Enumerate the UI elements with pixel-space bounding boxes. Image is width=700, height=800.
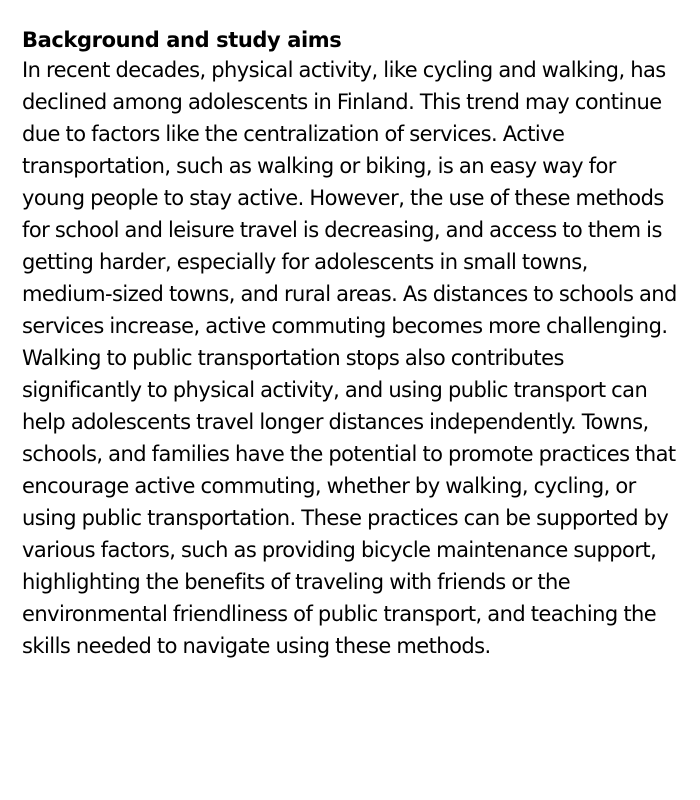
section-paragraph: In recent decades, physical activity, like cycling and walking, has declined among adolescents in Finland. This trend may continue due to factors like the centralization of services. Active transportation, such as walking or biking, is an easy way for young people to stay active. However, the use of these methods for school and leisure travel is decreasing, and access to them is getting harder, especially for adolescents in small towns, medium-sized towns, and rural areas. As distances to schools and services increase, active commuting becomes more challenging. Walking to public transportation stops also contributes significantly to physical activity, and using public transport can help adolescents travel longer distances independently. Towns, schools, and families have the potential to promote practices that encourage active commuting, whether by walking, cycling, or using public transportation. These practices can be supported by various factors, such as providing bicycle maintenance support, highlighting the benefits of traveling with friends or the environmental friendliness of public transport, and teaching the skills needed to navigate using these methods.	[22, 58, 677, 658]
document-section	[22, 26, 678, 662]
section-heading: Background and study aims	[22, 28, 342, 52]
